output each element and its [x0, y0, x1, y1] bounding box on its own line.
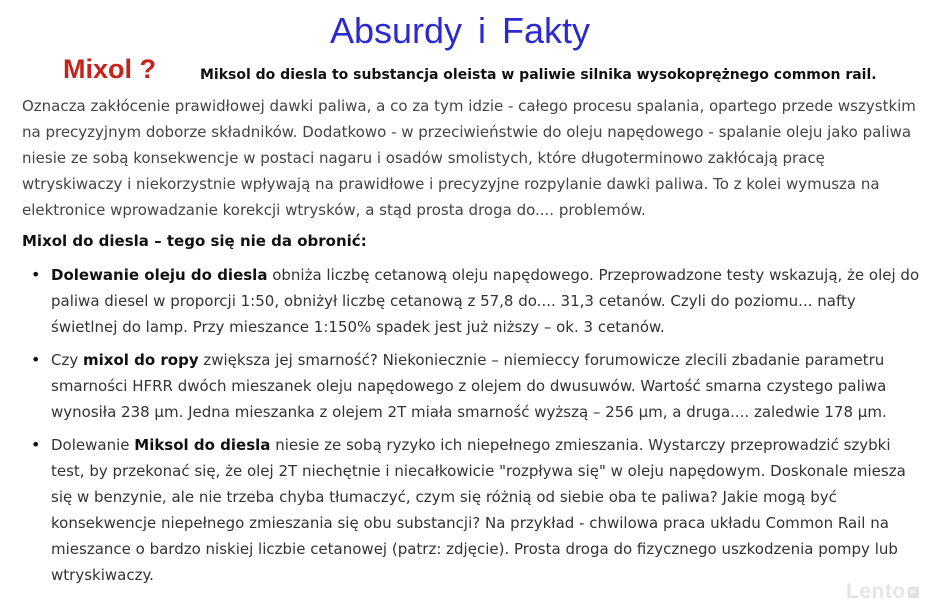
bullet-item [22, 432, 922, 588]
bullet-prefix: Dolewanie [51, 436, 135, 454]
watermark-text: Lento [846, 580, 906, 603]
bullet-prefix: Czy [51, 351, 83, 369]
bullet-text: niesie ze sobą ryzyko ich niepełnego zmieszania. Wystarczy przeprowadzić szybki test, by przekonać się, że olej 2T niechętnie i niecałkowicie "rozpływa się" w oleju napędowym. Doskonale miesza się w benzynie, ale nie trzeba chyba tłumaczyć, czym się różnią od siebie oba te paliwa? Jakie mogą być konsekwencje niepełnego zmieszania się obu substancji? Na przykład - chwilowa praca układu Common Rail na mieszance o bardzo niskiej liczbie cetanowej (patrz: zdjęcie). Prosta droga do fizycznego uszkodzenia pompy lub wtryskiwaczy. [51, 436, 906, 584]
bullet-item [22, 347, 922, 425]
bullet-item [22, 262, 922, 340]
question-heading: Mixol ? [63, 54, 156, 84]
bullet-bold: Dolewanie oleju do diesla [51, 266, 268, 284]
section-heading: Mixol do diesla – tego się nie da obronić: [22, 232, 367, 250]
bullet-bold: mixol do ropy [83, 351, 199, 369]
bullet-list [22, 262, 922, 595]
watermark-suffix: pl [908, 587, 919, 598]
page-title: Absurdy i Fakty [329, 10, 591, 51]
bullet-text: zwiększa jej smarność? Niekoniecznie – niemieccy forumowicze zlecili zbadanie parametru smarności HFRR dwóch mieszanek oleju napędowego z olejem do dwusuwów. Wartość smarna czystego paliwa wynosiła 238 µm. Jedna mieszanka z olejem 2T miała smarność wyższą – 256 µm, a druga.... zaledwie 178 µm. [51, 351, 887, 421]
lead-sentence: Miksol do diesla to substancja oleista w paliwie silnika wysokoprężnego common rail. [200, 67, 877, 83]
bullet-bold: Miksol do diesla [134, 436, 271, 454]
lento-watermark [846, 580, 919, 604]
bullet-text: obniża liczbę cetanową oleju napędowego. Przeprowadzone testy wskazują, że olej do paliwa diesel w proporcji 1:50, obniżył liczbę cetanową z 57,8 do.... 31,3 cetanów. Czyli do poziomu... nafty świetlnej do lamp. Przy mieszance 1:150% spadek jest już niższy – ok. 3 cetanów. [51, 266, 920, 336]
intro-paragraph: Oznacza zakłócenie prawidłowej dawki paliwa, a co za tym idzie - całego procesu spalania, opartego przede wszystkim na precyzyjnym doborze składników. Dodatkowo - w przeciwieństwie do oleju napędowego - spalanie oleju jako paliwa niesie ze sobą konsekwencje w postaci nagaru i osadów smolistych, które długoterminowo zakłócają pracę wtryskiwaczy i niekorzystnie wpływają na prawidłowe i precyzyjne rozpylanie dawki paliwa. To z kolei wymusza na elektronice wprowadzanie korekcji wtrysków, a stąd prosta droga do.... problemów. [22, 97, 916, 219]
